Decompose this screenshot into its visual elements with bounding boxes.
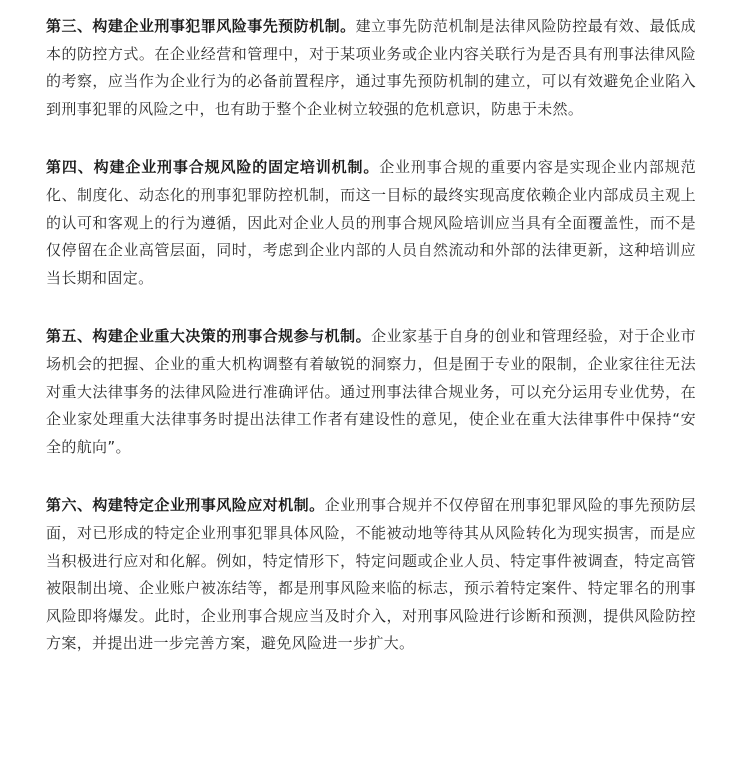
- paragraph-heading: 第三、构建企业刑事犯罪风险事先预防机制。: [46, 17, 356, 35]
- paragraph-heading: 第六、构建特定企业刑事风险应对机制。: [46, 496, 325, 515]
- paragraph-compliance-training: [46, 154, 696, 292]
- paragraph-text: 企业刑事合规的重要内容是实现企业内部规范化、制度化、动态化的刑事犯罪防控机制，而这一目标的最终实现高度依赖企业内部成员主观上的认可和客观上的行为遵循，因此对企业人员的刑事合规风险培训应当具有全面覆盖性，而不是仅停留在企业高管层面，同时，考虑到企业内部的人员自然流动和外部的法律更新，这种培训应当长期和固定。: [46, 158, 696, 287]
- paragraph-text: 建立事先防范机制是法律风险防控最有效、最低成本的防控方式。在企业经营和管理中，对于某项业务或企业内容关联行为是否具有刑事法律风险的考察，应当作为企业行为的必备前置程序，通过事先预防机制的建立，可以有效避免企业陷入到刑事犯罪的风险之中，也有助于整个企业树立较强的危机意识，防患于未然。: [46, 17, 696, 118]
- paragraph-heading: 第四、构建企业刑事合规风险的固定培训机制。: [46, 158, 380, 177]
- paragraph-text: 企业家基于自身的创业和管理经验，对于企业市场机会的把握、企业的重大机构调整有着敏锐的洞察力，但是囿于专业的限制，企业家往往无法对重大法律事务的法律风险进行准确评估。通过刑事法律合规业务，可以充分运用专业优势，在企业家处理重大法律事务时提出法律工作者有建设性的意见，使企业在重大法律事件中保持“安全的航向”。: [46, 327, 696, 456]
- paragraph-risk-prevention: [46, 13, 696, 123]
- paragraph-heading: 第五、构建企业重大决策的刑事合规参与机制。: [46, 327, 372, 346]
- paragraph-decision-participation: [46, 323, 696, 461]
- paragraph-text: 企业刑事合规并不仅停留在刑事犯罪风险的事先预防层面，对已形成的特定企业刑事犯罪具体风险，不能被动地等待其从风险转化为现实损害，而是应当积极进行应对和化解。例如，特定情形下，特定问题或企业人员、特定事件被调查，特定高管被限制出境、企业账户被冻结等，都是刑事风险来临的标志，预示着特定案件、特定罪名的刑事风险即将爆发。此时，企业刑事合规应当及时介入，对刑事风险进行诊断和预测，提供风险防控方案，并提出进一步完善方案，避免风险进一步扩大。: [46, 496, 696, 653]
- paragraph-risk-response: [46, 492, 696, 658]
